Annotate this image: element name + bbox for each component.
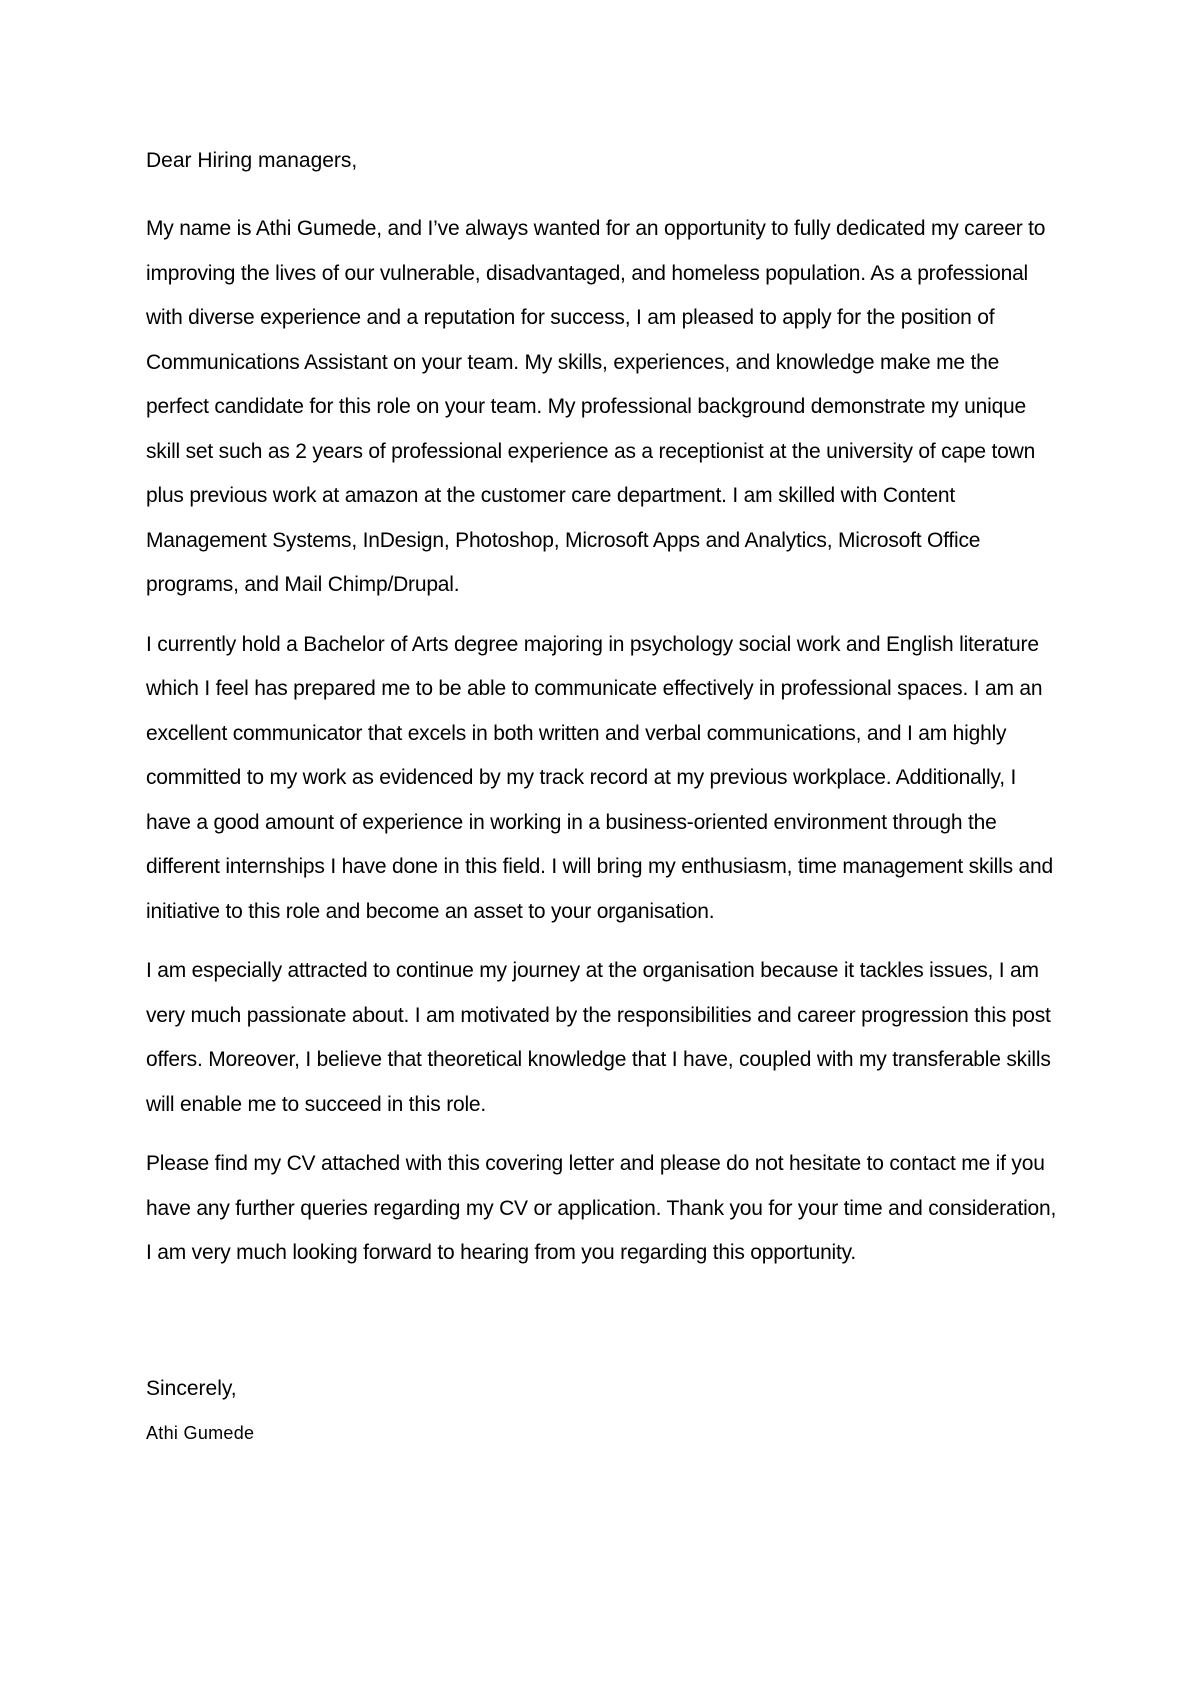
salutation: Dear Hiring managers, (146, 149, 358, 172)
paragraph-closing-remarks: Please find my CV attached with this covering letter and please do not hesitate to contact me if you have any further queries regarding my CV or application. Thank you for your time and consideration, I am very much looking forward to hearing from you regarding this opportunity. (146, 1152, 1057, 1264)
paragraph-motivation: I am especially attracted to continue my journey at the organisation because it tackles issues, I am very much passionate about. I am motivated by the responsibilities and career progression this post offers. Moreover, I believe that theoretical knowledge that I have, coupled with my transferable skills will enable me to succeed in this role. (146, 959, 1051, 1116)
signature-name: Athi Gumede (146, 1422, 255, 1443)
paragraph-education: I currently hold a Bachelor of Arts degree majoring in psychology social work and English literature which I feel has prepared me to be able to communicate effectively in professional spaces. I am an excellent communicator that excels in both written and verbal communications, and I am highly committed to my work as evidenced by my track record at my previous workplace. Additionally, I have a good amount of experience in working in a business-oriented environment through the different internships I have done in this field. I will bring my enthusiasm, time management skills and initiative to this role and become an asset to your organisation. (146, 632, 1053, 923)
cover-letter (146, 146, 1061, 1447)
closing: Sincerely, (146, 1376, 237, 1400)
paragraph-introduction: My name is Athi Gumede, and I’ve always wanted for an opportunity to fully dedicated my career to improving the lives of our vulnerable, disadvantaged, and homeless population. As a professional with diverse experience and a reputation for success, I am pleased to apply for the position of Communications Assistant on your team. My skills, experiences, and knowledge make me the perfect candidate for this role on your team. My professional background demonstrate my unique skill set such as 2 years of professional experience as a receptionist at the university of cape town plus previous work at amazon at the customer care department. I am skilled with Content Management Systems, InDesign, Photoshop, Microsoft Apps and Analytics, Microsoft Office programs, and Mail Chimp/Drupal. (146, 217, 1046, 596)
